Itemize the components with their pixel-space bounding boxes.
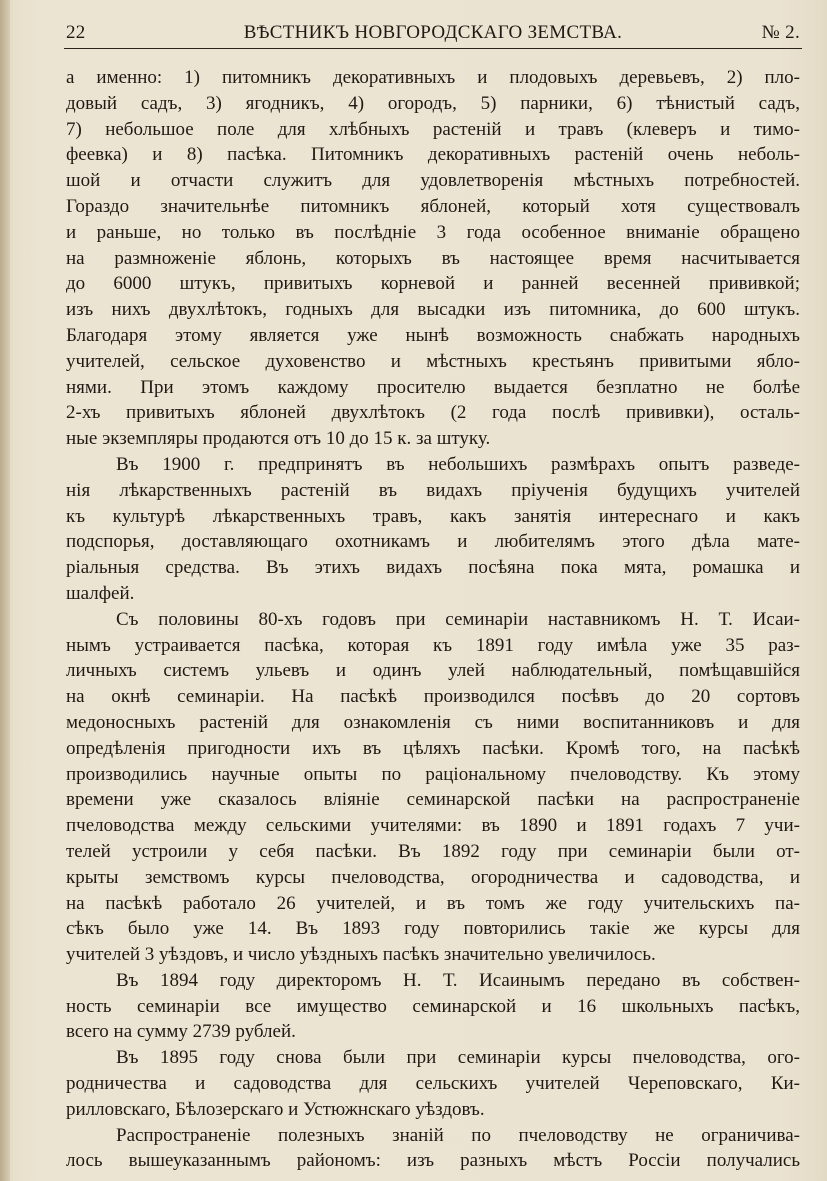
text-line: Въ 1894 году директоромъ Н. Т. Исаинымъ передано въ собствен- (116, 969, 800, 991)
text-line: учителей 3 уѣздовъ, и число уѣздныхъ пасѣкъ значительно увеличилось. (66, 944, 656, 966)
text-line: Гораздо значительнѣе питомникъ яблоней, который хотя существовалъ (66, 195, 800, 217)
text-line: феевка) и 8) пасѣка. Питомникъ декоративныхъ растеній очень неболь- (66, 144, 800, 166)
text-line: Съ половины 80-хъ годовъ при семинаріи наставникомъ Н. Т. Исаи- (116, 608, 800, 630)
text-line: на размноженіе яблонь, которыхъ въ настоящее время насчитывается (66, 247, 800, 269)
text-line: крыты земствомъ курсы пчеловодства, огородничества и садоводства, и (66, 866, 800, 888)
text-line: пчеловодства между сельскими учителями: въ 1890 и 1891 годахъ 7 учи- (66, 815, 800, 837)
book-spine-shadow (0, 0, 10, 1181)
text-line: всего на сумму 2739 рублей. (66, 1021, 296, 1043)
text-line: и раньше, но только въ послѣдніе 3 года особенное вниманіе обращено (66, 221, 800, 243)
text-line: ные экземпляры продаются отъ 10 до 15 к. за штуку. (66, 428, 491, 450)
text-line: нія лѣкарственныхъ растеній въ видахъ пріученія будущихъ учителей (66, 479, 800, 501)
text-line: лось вышеуказаннымъ райономъ: изъ разныхъ мѣстъ Россіи получались (66, 1150, 800, 1172)
journal-title: ВѢСТНИКЪ НОВГОРОДСКАГО ЗЕМСТВА. (243, 22, 623, 43)
text-line: шой и отчасти служитъ для удовлетворенія мѣстныхъ потребностей. (66, 170, 800, 192)
text-line: подспорья, доставляющаго охотникамъ и любителямъ этого дѣла мате- (66, 531, 800, 553)
text-line: Въ 1900 г. предпринятъ въ небольшихъ размѣрахъ опытъ разведе- (116, 453, 800, 475)
text-line: до 6000 штукъ, привитыхъ корневой и ранней весенней прививкой; (66, 273, 800, 295)
text-line: сѣкъ было уже 14. Въ 1893 году повторились такіе же курсы для (66, 918, 800, 940)
text-line: изъ нихъ двухлѣтокъ, годныхъ для высадки изъ питомника, до 600 штукъ. (66, 299, 800, 321)
text-line: личныхъ системъ ульевъ и одинъ улей наблюдательный, помѣщавшійся (66, 660, 800, 682)
text-line: рилловскаго, Бѣлозерскаго и Устюжнскаго уѣздовъ. (66, 1098, 485, 1120)
body-text (66, 65, 800, 1174)
text-line: Благодаря этому является уже нынѣ возможность снабжать народныхъ (66, 324, 800, 346)
text-line: довый садъ, 3) ягодникъ, 4) огородъ, 5) парники, 6) тѣнистый садъ, (66, 92, 800, 114)
text-line: 7) небольшое поле для хлѣбныхъ растеній и травъ (клеверъ и тимо- (66, 118, 800, 140)
text-line: Въ 1895 году снова были при семинаріи курсы пчеловодства, ого- (116, 1047, 800, 1069)
text-line: медоносныхъ растеній для ознакомленія съ ними воспитанниковъ и для (66, 711, 800, 733)
text-line: на окнѣ семинаріи. На пасѣкѣ производился посѣвъ до 20 сортовъ (66, 686, 800, 708)
text-line: опредѣленія пригодности ихъ въ цѣляхъ пасѣки. Кромѣ того, на пасѣкѣ (66, 737, 800, 759)
text-line: времени уже сказалось вліяніе семинарской пасѣки на распространеніе (66, 789, 800, 811)
text-line: 2-хъ привитыхъ яблоней двухлѣтокъ (2 года послѣ прививки), осталь- (66, 402, 800, 424)
text-line: ность семинаріи все имущество семинарской и 16 школьныхъ пасѣкъ, (66, 995, 800, 1017)
text-line: производились научные опыты по раціональному пчеловодству. Къ этому (66, 763, 800, 785)
text-line: а именно: 1) питомникъ декоративныхъ и плодовыхъ деревьевъ, 2) пло- (66, 67, 800, 88)
text-line: нымъ устраивается пасѣка, которая къ 1891 году имѣла уже 35 раз- (66, 634, 800, 656)
text-line: Распространеніе полезныхъ знаній по пчеловодству не ограничива- (116, 1124, 800, 1146)
text-line: учителей, сельское духовенство и мѣстныхъ крестьянъ привитыми ябло- (66, 350, 800, 372)
text-line: къ культурѣ лѣкарственныхъ травъ, какъ занятія интереснаго и какъ (66, 505, 800, 527)
text-line: нями. При этомъ каждому просителю выдается безплатно не болѣе (66, 376, 800, 398)
text-line: родничества и садоводства для сельскихъ учителей Череповскаго, Ки- (66, 1073, 800, 1095)
text-line: шалфей. (66, 582, 135, 604)
text-line: телей устроили у себя пасѣки. Въ 1892 году при семинаріи были от- (66, 840, 800, 862)
header-rule (64, 48, 802, 49)
issue-number: № 2. (761, 22, 800, 43)
text-line: на пасѣкѣ работало 26 учителей, и въ томъ же году учительскихъ па- (66, 892, 800, 914)
page-number: 22 (66, 22, 86, 43)
text-line: ріальныя средства. Въ этихъ видахъ посѣяна пока мята, ромашка и (66, 557, 800, 579)
